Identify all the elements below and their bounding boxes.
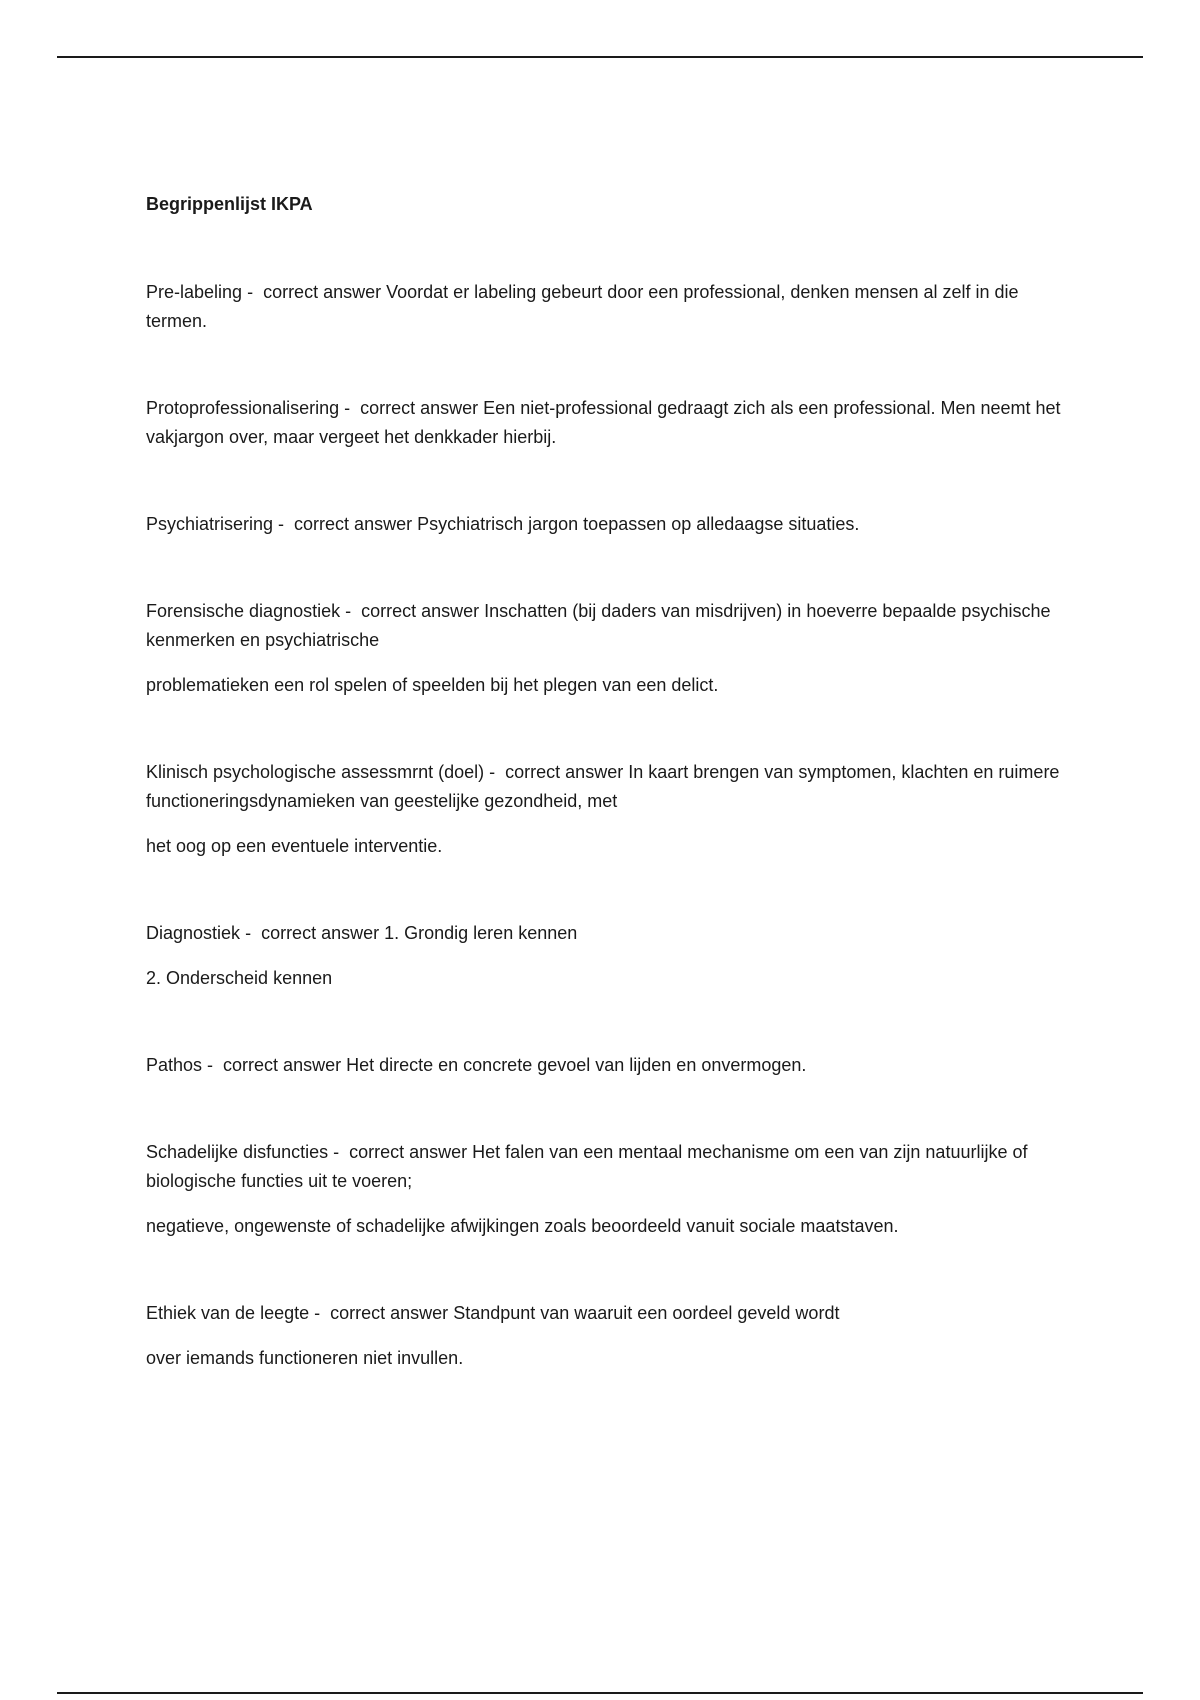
glossary-entry <box>146 597 1076 700</box>
entry-continuation: het oog op een eventuele interventie. <box>146 836 443 856</box>
answer-marker: correct answer <box>349 1142 468 1162</box>
entry-continuation: 2. Onderscheid kennen <box>146 968 333 988</box>
entry-definition: Een niet-professional gedraagt zich als een professional. Men neemt het vakjargon over, maar vergeet het denkkader hierbij. <box>146 398 1061 447</box>
glossary-entry <box>146 919 1076 993</box>
answer-marker: correct answer <box>360 398 479 418</box>
entry-definition: In kaart brengen van symptomen, klachten en ruimere functioneringsdynamieken van geestelijke gezondheid, met <box>146 762 1060 811</box>
entry-term: Pathos - <box>146 1055 223 1075</box>
entry-term: Forensische diagnostiek - <box>146 601 361 621</box>
footer-rule <box>57 1692 1143 1694</box>
glossary-entry <box>146 1051 1076 1080</box>
entry-definition: Psychiatrisch jargon toepassen op alledaagse situaties. <box>417 514 860 534</box>
answer-marker: correct answer <box>223 1055 342 1075</box>
entry-line <box>146 919 1076 948</box>
entry-definition: Het directe en concrete gevoel van lijden en onvermogen. <box>346 1055 807 1075</box>
entry-line <box>146 1051 1076 1080</box>
answer-marker: correct answer <box>361 601 480 621</box>
entry-line <box>146 758 1076 816</box>
entry-line <box>146 1138 1076 1196</box>
entry-continuation: negatieve, ongewenste of schadelijke afwijkingen zoals beoordeeld vanuit sociale maatstaven. <box>146 1216 899 1236</box>
answer-marker: correct answer <box>263 282 382 302</box>
entry-term: Ethiek van de leegte - <box>146 1303 330 1323</box>
entry-term: Psychiatrisering - <box>146 514 294 534</box>
entry-definition: 1. Grondig leren kennen <box>384 923 578 943</box>
entry-term: Klinisch psychologische assessmrnt (doel) - <box>146 762 505 782</box>
glossary-entry <box>146 278 1076 336</box>
entry-term: Schadelijke disfuncties - <box>146 1142 349 1162</box>
entry-definition: Het falen van een mentaal mechanisme om een van zijn natuurlijke of biologische functies uit te voeren; <box>146 1142 1028 1191</box>
entry-line <box>146 510 1076 539</box>
entry-definition: Inschatten (bij daders van misdrijven) in hoeverre bepaalde psychische kenmerken en psychiatrische <box>146 601 1051 650</box>
entry-line <box>146 278 1076 336</box>
document-body <box>146 190 1076 1431</box>
header-rule <box>57 56 1143 58</box>
entry-continuation: problematieken een rol spelen of speelden bij het plegen van een delict. <box>146 675 719 695</box>
answer-marker: correct answer <box>505 762 624 782</box>
document-title: Begrippenlijst IKPA <box>146 194 313 214</box>
entry-definition: Voordat er labeling gebeurt door een professional, denken mensen al zelf in die termen. <box>146 282 1019 331</box>
entry-continuation: over iemands functioneren niet invullen. <box>146 1348 464 1368</box>
answer-marker: correct answer <box>294 514 413 534</box>
glossary-entry <box>146 1299 1076 1373</box>
entry-line <box>146 394 1076 452</box>
answer-marker: correct answer <box>261 923 380 943</box>
glossary-entry <box>146 1138 1076 1241</box>
entry-definition: Standpunt van waaruit een oordeel geveld wordt <box>453 1303 840 1323</box>
glossary-entry <box>146 758 1076 861</box>
glossary-entry <box>146 510 1076 539</box>
glossary-entry <box>146 394 1076 452</box>
entry-line <box>146 1299 1076 1328</box>
entry-line <box>146 597 1076 655</box>
entry-term: Pre-labeling - <box>146 282 263 302</box>
entry-term: Protoprofessionalisering - <box>146 398 360 418</box>
entry-term: Diagnostiek - <box>146 923 261 943</box>
answer-marker: correct answer <box>330 1303 449 1323</box>
